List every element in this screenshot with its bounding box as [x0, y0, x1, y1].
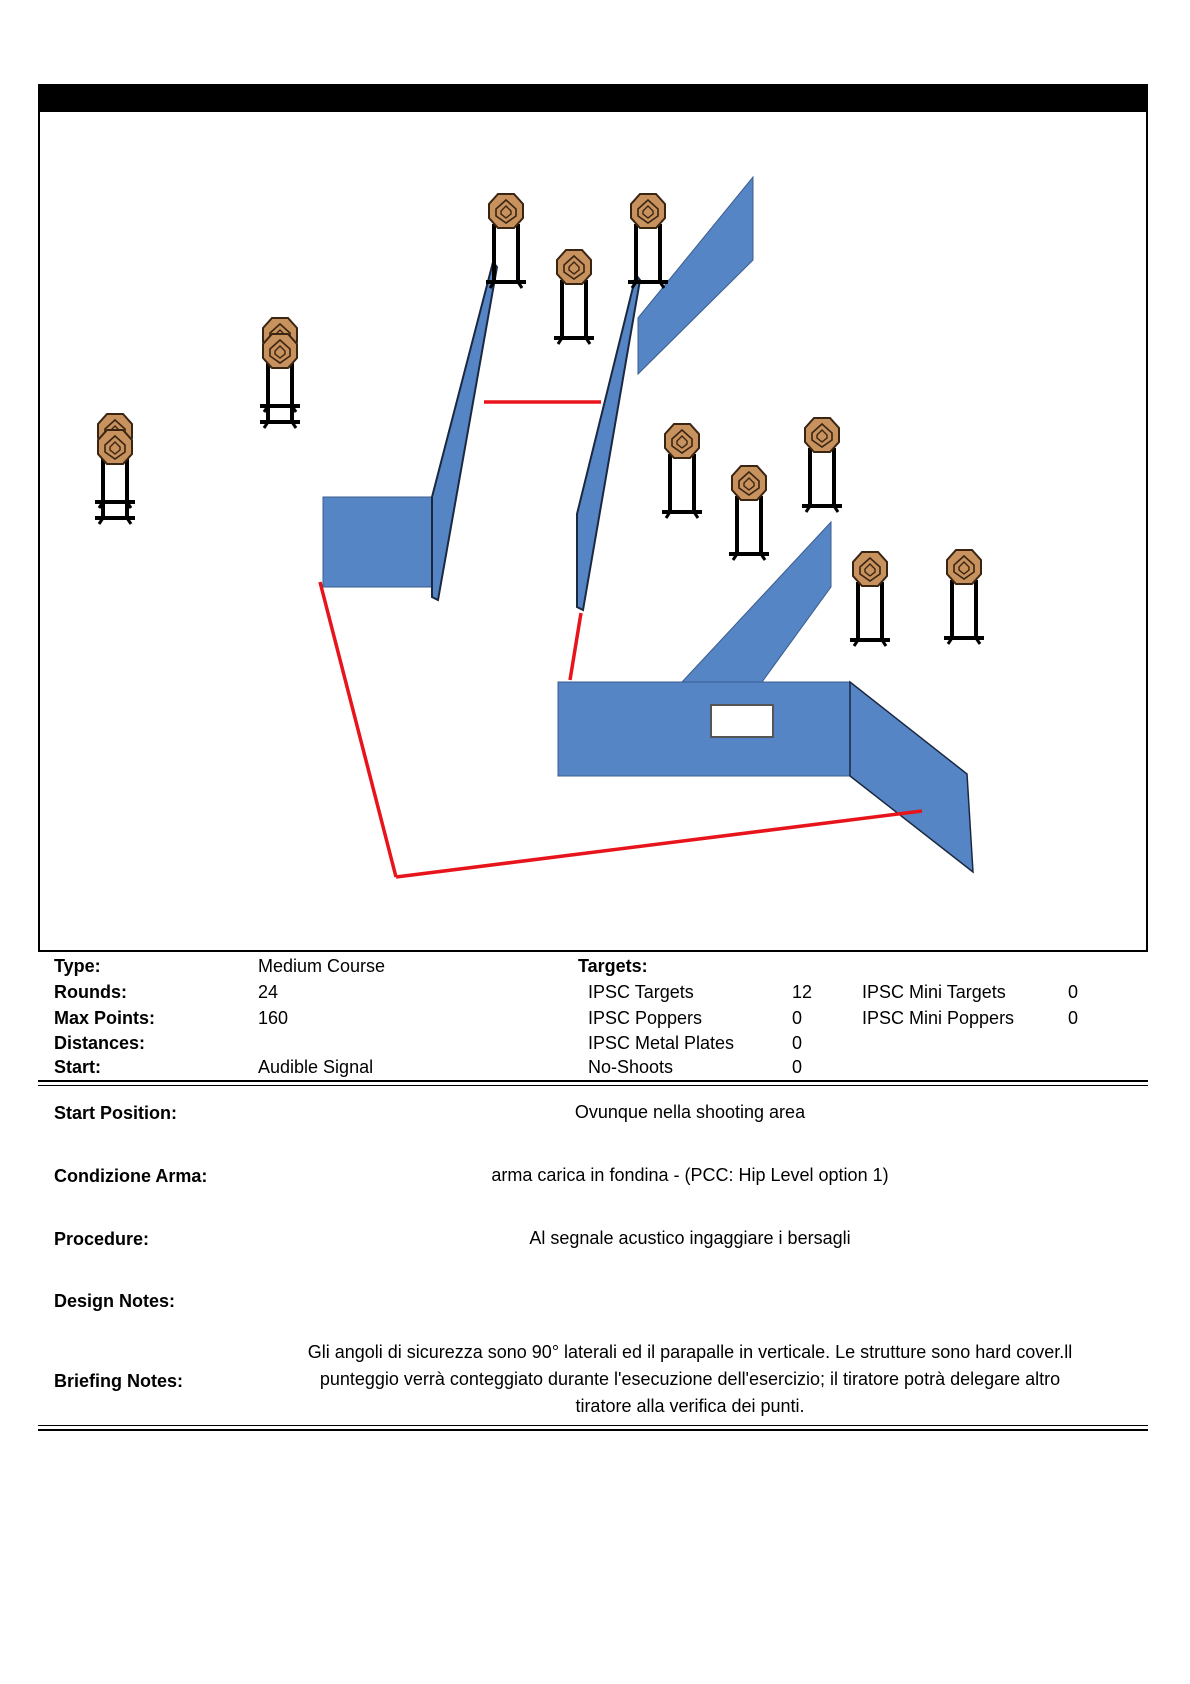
port-opening: [711, 705, 773, 737]
rounds-value: 24: [258, 982, 279, 1002]
footer-divider-top: [38, 1425, 1148, 1426]
start-position-value: Ovunque nella shooting area: [574, 1102, 806, 1122]
ipsc-targets-label: IPSC Targets: [588, 982, 694, 1002]
ipsc-mini-poppers-value: 0: [1068, 1008, 1079, 1028]
summary-divider-bottom: [38, 1085, 1148, 1086]
targets-heading: Targets:: [578, 956, 648, 976]
stage-title-bar: [38, 84, 1148, 112]
target-icon: [260, 334, 300, 428]
target-icon: [850, 552, 890, 646]
ipsc-mini-targets-label: IPSC Mini Targets: [862, 982, 1006, 1002]
start-position-label: Start Position:: [54, 1103, 178, 1123]
briefing-notes-label: Briefing Notes:: [54, 1371, 184, 1391]
briefing-line: tiratore alla verifica dei punti.: [575, 1396, 805, 1416]
target-icon: [486, 194, 526, 288]
briefing-line: Gli angoli di sicurezza sono 90° laterali ed il parapalle in verticale. Le strutture sono hard cover.ll: [307, 1342, 1073, 1362]
briefing-notes-value: [250, 1339, 1130, 1420]
stage-diagram-svg: [40, 112, 1150, 952]
ipsc-metal-plates-value: 0: [792, 1033, 803, 1053]
max-points-value: 160: [258, 1008, 289, 1028]
procedure-label: Procedure:: [54, 1229, 150, 1249]
start-value: Audible Signal: [258, 1057, 374, 1077]
type-label: Type:: [54, 956, 101, 976]
ipsc-mini-poppers-label: IPSC Mini Poppers: [862, 1008, 1015, 1028]
target-icon: [95, 430, 135, 524]
ipsc-metal-plates-label: IPSC Metal Plates: [588, 1033, 735, 1053]
procedure-value: Al segnale acustico ingaggiare i bersagli: [529, 1228, 851, 1248]
footer-divider-bottom: [38, 1429, 1148, 1431]
target-icon: [729, 466, 769, 560]
target-icon: [944, 550, 984, 644]
ipsc-poppers-label: IPSC Poppers: [588, 1008, 703, 1028]
no-shoots-label: No-Shoots: [588, 1057, 674, 1077]
max-points-label: Max Points:: [54, 1008, 156, 1028]
fault-lines: [320, 402, 922, 877]
wall-bottom-long: [558, 682, 850, 776]
summary-divider-top: [38, 1080, 1148, 1082]
target-icon: [662, 424, 702, 518]
target-icon: [554, 250, 594, 344]
condizione-arma-value: arma carica in fondina - (PCC: Hip Level option 1): [491, 1165, 889, 1185]
distances-label: Distances:: [54, 1033, 146, 1053]
wall-bottom-right: [850, 682, 973, 872]
ipsc-mini-targets-value: 0: [1068, 982, 1079, 1002]
rounds-label: Rounds:: [54, 982, 127, 1002]
target-icon: [628, 194, 668, 288]
no-shoots-value: 0: [792, 1057, 803, 1077]
design-notes-label: Design Notes:: [54, 1291, 176, 1311]
ipsc-poppers-value: 0: [792, 1008, 803, 1028]
target-icon: [802, 418, 842, 512]
targets: [95, 194, 984, 646]
stage-diagram: [38, 112, 1148, 952]
briefing-line: punteggio verrà conteggiato durante l'esecuzione dell'esercizio; il tiratore potrà delegare altro: [319, 1369, 1061, 1389]
condizione-arma-label: Condizione Arma:: [54, 1166, 208, 1186]
wall-left-block: [323, 497, 432, 587]
wall-left-diagonal: [432, 262, 497, 600]
ipsc-targets-value: 12: [792, 982, 813, 1002]
start-label: Start:: [54, 1057, 102, 1077]
wall-mid-right: [682, 522, 831, 682]
type-value: Medium Course: [258, 956, 386, 976]
